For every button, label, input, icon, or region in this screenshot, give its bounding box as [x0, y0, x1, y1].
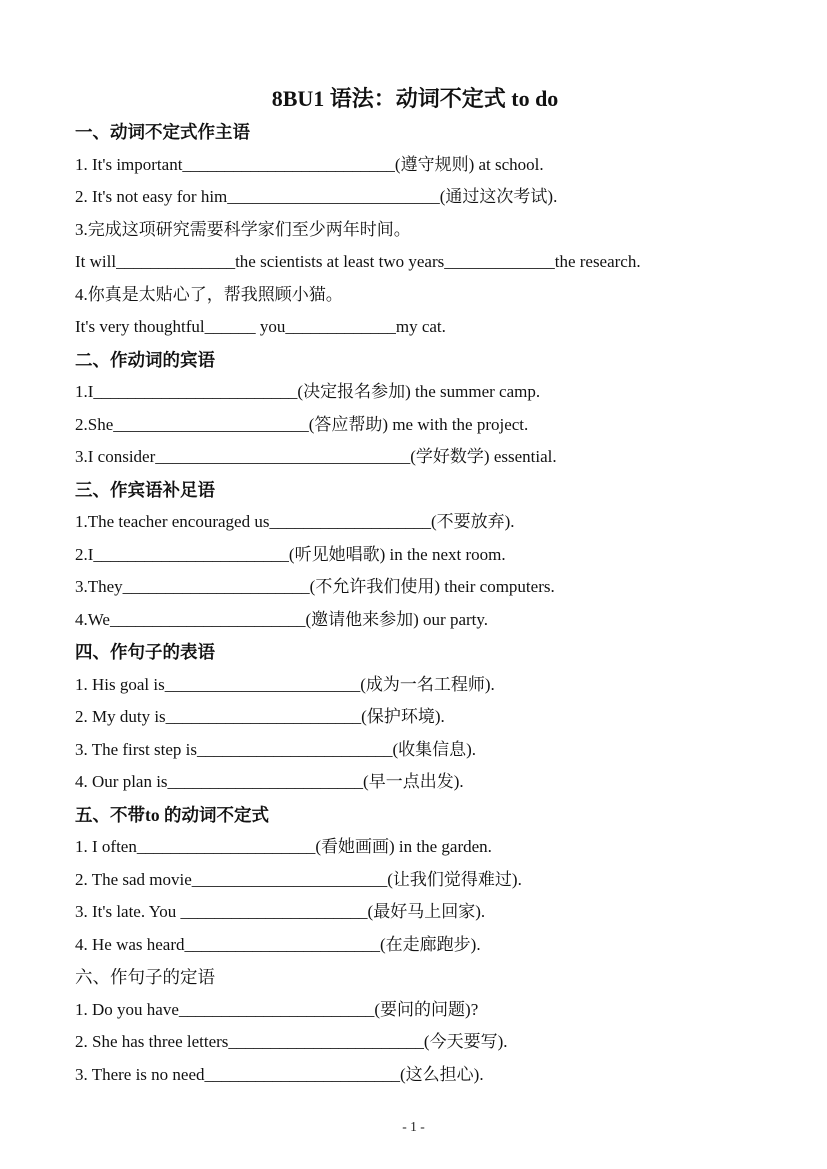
section-heading-5: 五、不带to 的动词不定式 [75, 804, 269, 825]
section-heading-4: 四、作句子的表语 [75, 642, 215, 662]
exercise-line: 4.你真是太贴心了，帮我照顾小猫。 [75, 284, 343, 304]
exercise-line: 2. My duty is_______________________(保护环境). [75, 707, 445, 726]
exercise-line: 3.I consider______________________________(学好数学) essential. [75, 447, 557, 466]
section-predicative [75, 636, 755, 799]
page-number: - 1 - [402, 1119, 425, 1134]
exercise-line: 1. His goal is_______________________(成为一名工程师). [75, 674, 495, 694]
exercise-line: 1. Do you have_______________________(要问的问题)? [75, 999, 479, 1019]
exercise-line: 4. He was heard_______________________(在走廊跑步). [75, 934, 481, 954]
exercise-line: It will______________the scientists at least two years_____________the research. [75, 252, 641, 271]
exercise-line: 3. The first step is_______________________(收集信息). [75, 739, 477, 759]
section-subject-usage [75, 116, 755, 344]
section-attributive [75, 961, 755, 1091]
exercise-line: 1.The teacher encouraged us___________________(不要放弃). [75, 512, 515, 531]
section-verb-object [75, 344, 755, 474]
exercise-line: 1. I often_____________________(看她画画) in the garden. [75, 837, 492, 856]
document-title: 8BU1 语法：动词不定式 to do [271, 86, 559, 111]
exercise-line: 1.I________________________(决定报名参加) the summer camp. [75, 382, 541, 401]
section-heading-2: 二、作动词的宾语 [75, 349, 215, 370]
exercise-line: 4. Our plan is_______________________(早一点出发). [75, 772, 464, 791]
exercise-line: It's very thoughtful______ you_____________my cat. [75, 317, 446, 336]
section-bare-infinitive [75, 799, 755, 962]
exercise-line: 2.I_______________________(听见她唱歌) in the next room. [75, 544, 506, 564]
exercise-line: 3.完成这项研究需要科学家们至少两年时间。 [75, 219, 411, 239]
section-heading-6: 六、作句子的定语 [75, 967, 215, 987]
exercise-line: 3. It's late. You ______________________(最好马上回家). [75, 902, 486, 921]
section-object-complement [75, 474, 755, 637]
exercise-line: 2.She_______________________(答应帮助) me with the project. [75, 414, 529, 434]
exercise-line: 2. She has three letters_______________________(今天要写). [75, 1032, 508, 1051]
exercise-line: 2. The sad movie_______________________(让我们觉得难过). [75, 869, 522, 889]
exercise-line: 2. It's not easy for him_________________________(通过这次考试). [75, 187, 558, 206]
exercise-line: 3.They______________________(不允许我们使用) their computers. [75, 577, 555, 596]
section-heading-1: 一、动词不定式作主语 [75, 122, 250, 142]
exercise-line: 1. It's important_________________________(遵守规则) at school. [75, 154, 544, 174]
exercise-line: 3. There is no need_______________________(这么担心). [75, 1064, 484, 1084]
exercise-line: 4.We_______________________(邀请他来参加) our party. [75, 609, 489, 629]
section-heading-3: 三、作宾语补足语 [75, 479, 215, 500]
